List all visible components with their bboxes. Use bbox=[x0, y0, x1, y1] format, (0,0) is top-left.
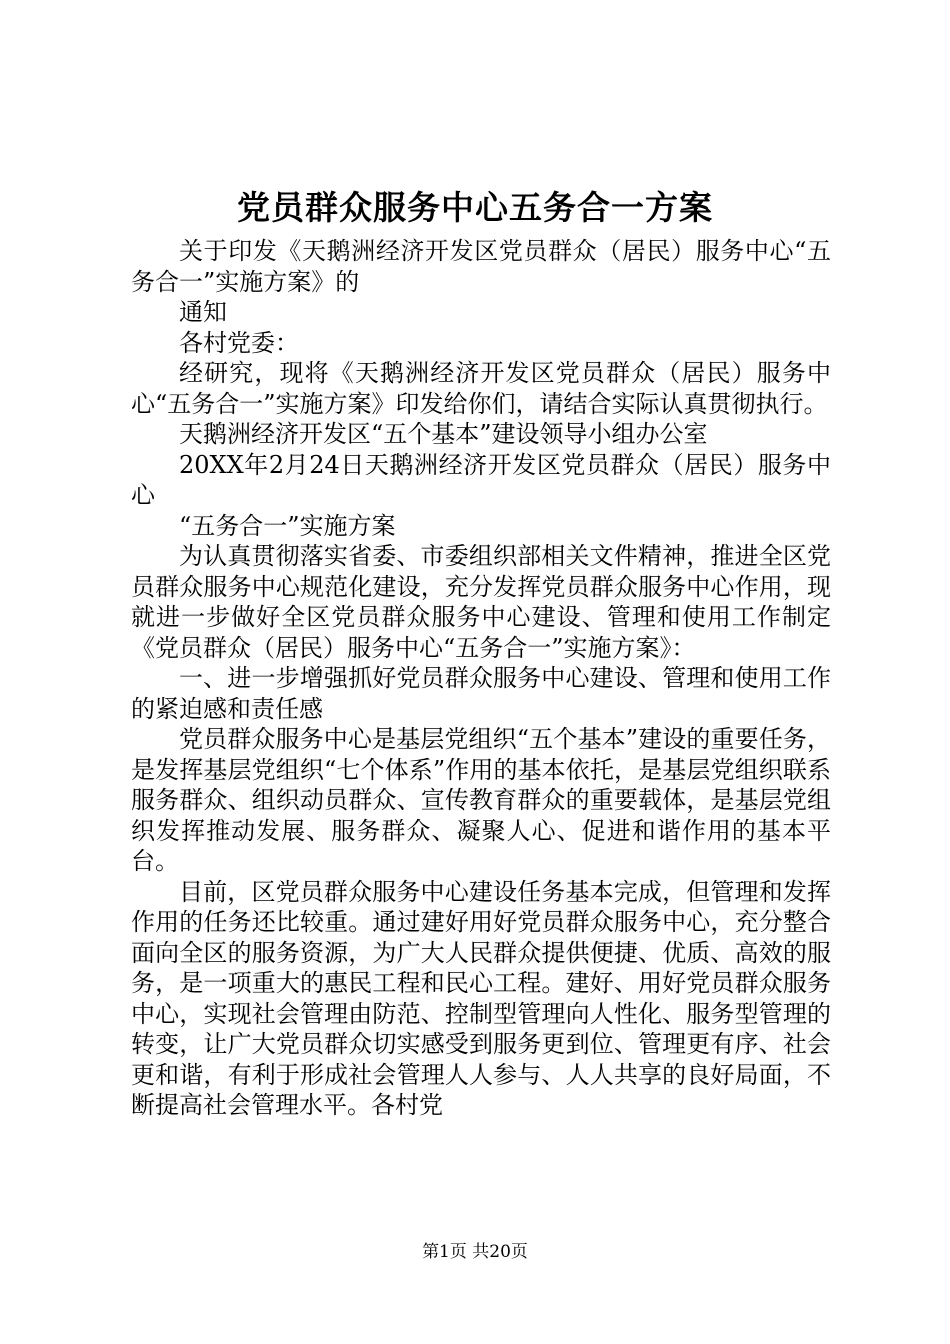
document-body bbox=[131, 236, 831, 1121]
paragraph: 各村党委： bbox=[179, 328, 299, 357]
document-title: 党员群众服务中心五务合一方案 bbox=[237, 188, 713, 227]
paragraph: 天鹅洲经济开发区“五个基本”建设领导小组办公室 bbox=[179, 420, 708, 448]
paragraph: 党员群众服务中心是基层党组织“五个基本”建设的重要任务，是发挥基层党组织“七个体系”作用的基本依托，是基层党组织联系服务群众、组织动员群众、宣传教育群众的重要载体，是基层党组织发挥推动发展、服务群众、凝聚人心、促进和谐作用的基本平台。 bbox=[131, 725, 831, 875]
page-number-footer: 第1页 共20页 bbox=[422, 1242, 528, 1262]
paragraph: 关于印发《天鹅洲经济开发区党员群众（居民）服务中心“五务合一”实施方案》的 bbox=[131, 237, 831, 296]
paragraph: “五务合一”实施方案 bbox=[179, 511, 396, 540]
paragraph: 经研究，现将《天鹅洲经济开发区党员群众（居民）服务中心“五务合一”实施方案》印发给你们，请结合实际认真贯彻执行。 bbox=[131, 359, 831, 418]
paragraph: 目前，区党员群众服务中心建设任务基本完成，但管理和发挥作用的任务还比较重。通过建好用好党员群众服务中心，充分整合面向全区的服务资源，为广大人民群众提供便捷、优质、高效的服务，是一项重大的惠民工程和民心工程。建好、用好党员群众服务中心，实现社会管理由防范、控制型管理向人性化、服务型管理的转变，让广大党员群众切实感受到服务更到位、管理更有序、社会更和谐，有利于形成社会管理人人参与、人人共享的良好局面，不断提高社会管理水平。各村党 bbox=[131, 877, 831, 1119]
paragraph: 20XX年2月24日天鹅洲经济开发区党员群众（居民）服务中心 bbox=[131, 450, 831, 509]
paragraph: 一、进一步增强抓好党员群众服务中心建设、管理和使用工作的紧迫感和责任感 bbox=[131, 664, 831, 723]
paragraph: 为认真贯彻落实省委、市委组织部相关文件精神，推进全区党员群众服务中心规范化建设，充分发挥党员群众服务中心作用，现就进一步做好全区党员群众服务中心建设、管理和使用工作制定《党员群众（居民）服务中心“五务合一”实施方案》： bbox=[131, 542, 831, 662]
paragraph: 通知 bbox=[179, 298, 227, 326]
